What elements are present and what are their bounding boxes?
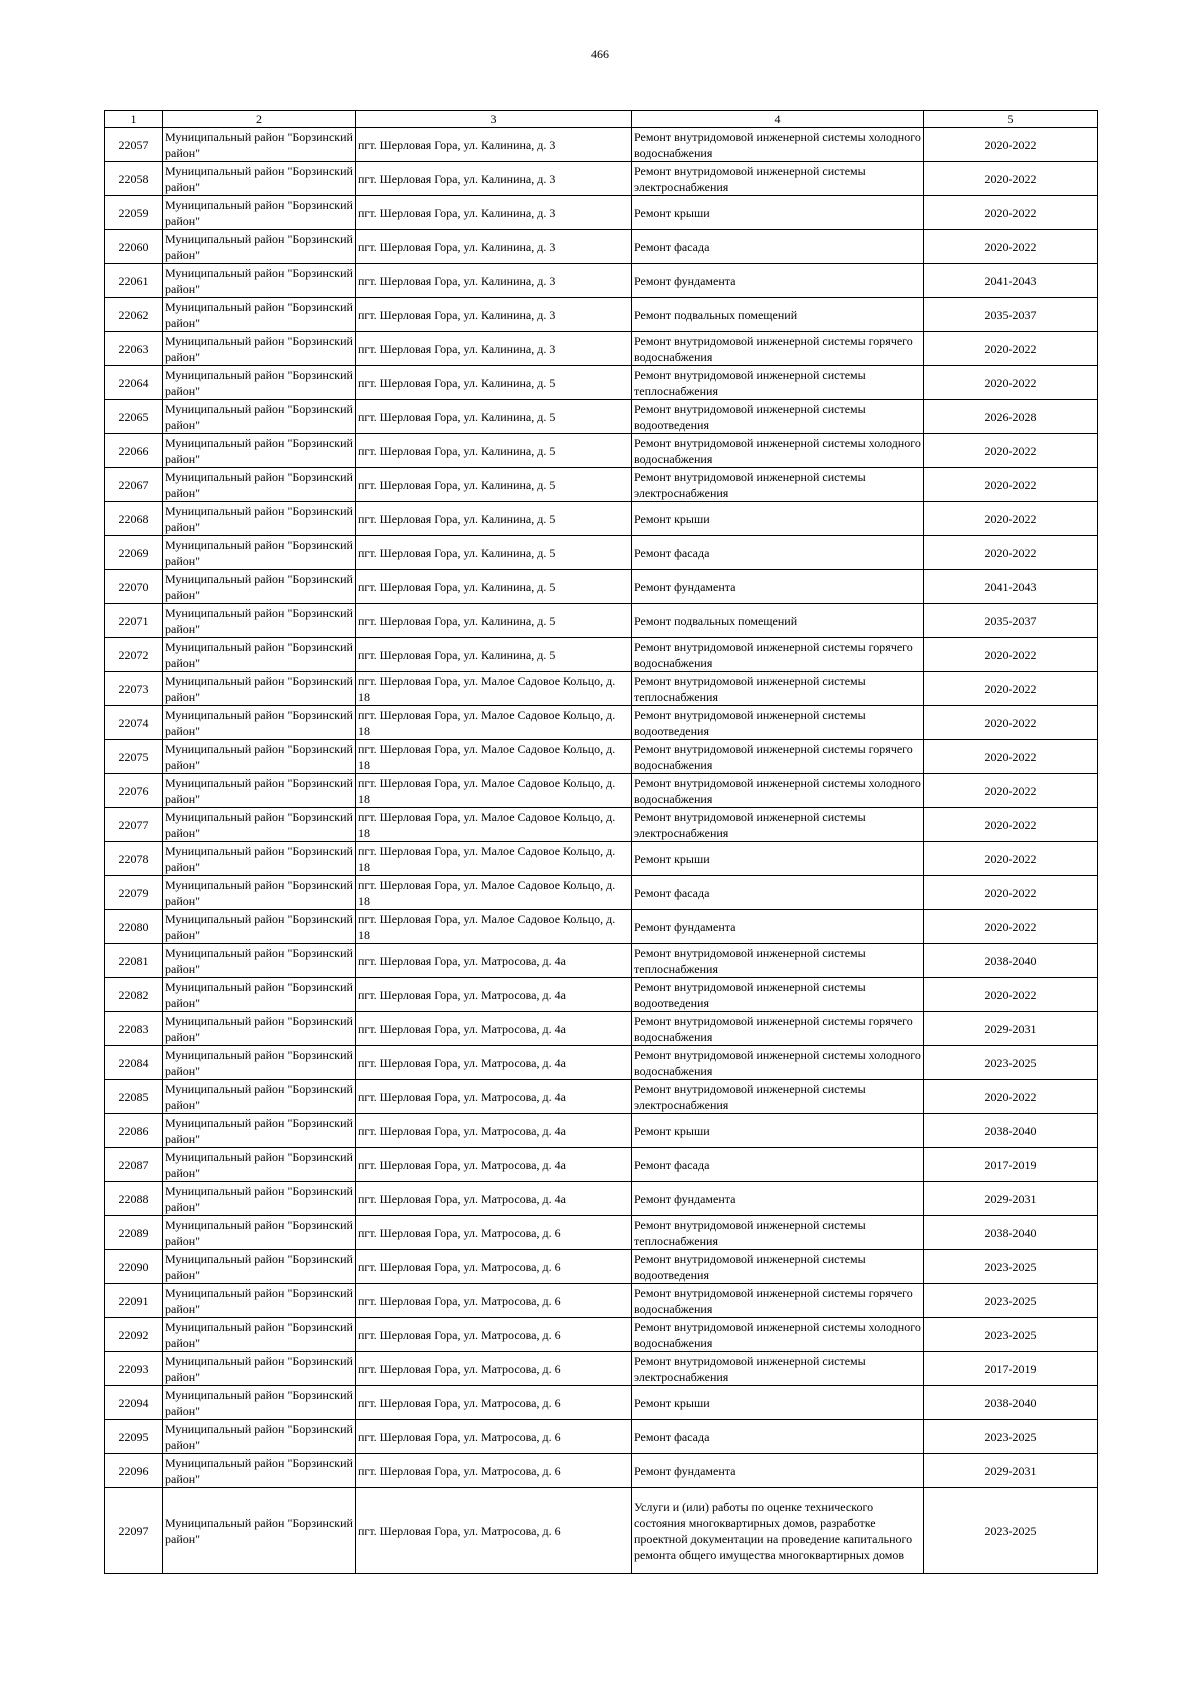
period-cell: 2038-2040 [924, 1216, 1098, 1250]
period-cell: 2038-2040 [924, 1114, 1098, 1148]
address-cell: пгт. Шерловая Гора, ул. Малое Садовое Кольцо, д. 18 [356, 706, 632, 740]
work-type-cell: Ремонт внутридомовой инженерной системы теплоснабжения [632, 672, 924, 706]
address-cell: пгт. Шерловая Гора, ул. Калинина, д. 5 [356, 468, 632, 502]
table-row [105, 944, 1098, 978]
row-number-cell: 22080 [105, 910, 163, 944]
municipality-cell: Муниципальный район "Борзинский район" [163, 1080, 356, 1114]
work-type-cell: Ремонт фасада [632, 876, 924, 910]
work-type-cell: Ремонт фасада [632, 230, 924, 264]
address-cell: пгт. Шерловая Гора, ул. Калинина, д. 5 [356, 536, 632, 570]
period-cell: 2020-2022 [924, 332, 1098, 366]
work-type-cell: Ремонт внутридомовой инженерной системы горячего водоснабжения [632, 740, 924, 774]
municipality-cell: Муниципальный район "Борзинский район" [163, 1114, 356, 1148]
period-cell: 2020-2022 [924, 774, 1098, 808]
address-cell: пгт. Шерловая Гора, ул. Калинина, д. 5 [356, 604, 632, 638]
municipality-cell: Муниципальный район "Борзинский район" [163, 1250, 356, 1284]
period-cell: 2041-2043 [924, 264, 1098, 298]
period-cell: 2023-2025 [924, 1318, 1098, 1352]
row-number-cell: 22094 [105, 1386, 163, 1420]
municipality-cell: Муниципальный район "Борзинский район" [163, 502, 356, 536]
work-type-cell: Ремонт внутридомовой инженерной системы холодного водоснабжения [632, 434, 924, 468]
address-cell: пгт. Шерловая Гора, ул. Малое Садовое Кольцо, д. 18 [356, 876, 632, 910]
municipality-cell: Муниципальный район "Борзинский район" [163, 978, 356, 1012]
address-cell: пгт. Шерловая Гора, ул. Калинина, д. 5 [356, 434, 632, 468]
period-cell: 2029-2031 [924, 1182, 1098, 1216]
table-row [105, 1182, 1098, 1216]
municipality-cell: Муниципальный район "Борзинский район" [163, 162, 356, 196]
page-number: 466 [591, 47, 609, 61]
table-row [105, 910, 1098, 944]
row-number-cell: 22090 [105, 1250, 163, 1284]
row-number-cell: 22086 [105, 1114, 163, 1148]
table-row [105, 468, 1098, 502]
municipality-cell: Муниципальный район "Борзинский район" [163, 400, 356, 434]
row-number-cell: 22057 [105, 128, 163, 162]
work-type-cell: Ремонт крыши [632, 502, 924, 536]
municipality-cell: Муниципальный район "Борзинский район" [163, 1386, 356, 1420]
work-type-cell: Ремонт внутридомовой инженерной системы водоотведения [632, 706, 924, 740]
municipality-cell: Муниципальный район "Борзинский район" [163, 706, 356, 740]
work-type-cell: Ремонт фундамента [632, 1454, 924, 1488]
row-number-cell: 22078 [105, 842, 163, 876]
work-type-cell: Ремонт фундамента [632, 264, 924, 298]
work-type-cell: Ремонт внутридомовой инженерной системы горячего водоснабжения [632, 638, 924, 672]
address-cell: пгт. Шерловая Гора, ул. Калинина, д. 3 [356, 332, 632, 366]
address-cell: пгт. Шерловая Гора, ул. Матросова, д. 6 [356, 1284, 632, 1318]
row-number-cell: 22073 [105, 672, 163, 706]
municipality-cell: Муниципальный район "Борзинский район" [163, 1352, 356, 1386]
row-number-cell: 22063 [105, 332, 163, 366]
table-row [105, 1148, 1098, 1182]
period-cell: 2020-2022 [924, 128, 1098, 162]
row-number-cell: 22093 [105, 1352, 163, 1386]
address-cell: пгт. Шерловая Гора, ул. Калинина, д. 3 [356, 196, 632, 230]
table-row [105, 774, 1098, 808]
table-row [105, 230, 1098, 264]
period-cell: 2023-2025 [924, 1250, 1098, 1284]
row-number-cell: 22076 [105, 774, 163, 808]
table-row [105, 1250, 1098, 1284]
work-type-cell: Ремонт внутридомовой инженерной системы водоотведения [632, 400, 924, 434]
municipality-cell: Муниципальный район "Борзинский район" [163, 808, 356, 842]
period-cell: 2029-2031 [924, 1012, 1098, 1046]
row-number-cell: 22074 [105, 706, 163, 740]
row-number-cell: 22077 [105, 808, 163, 842]
address-cell: пгт. Шерловая Гора, ул. Малое Садовое Кольцо, д. 18 [356, 910, 632, 944]
column-header-1: 1 [105, 111, 163, 128]
period-cell: 2020-2022 [924, 740, 1098, 774]
address-cell: пгт. Шерловая Гора, ул. Малое Садовое Кольцо, д. 18 [356, 672, 632, 706]
address-cell: пгт. Шерловая Гора, ул. Калинина, д. 3 [356, 298, 632, 332]
municipality-cell: Муниципальный район "Борзинский район" [163, 332, 356, 366]
period-cell: 2020-2022 [924, 536, 1098, 570]
municipality-cell: Муниципальный район "Борзинский район" [163, 1284, 356, 1318]
table-row [105, 672, 1098, 706]
address-cell: пгт. Шерловая Гора, ул. Матросова, д. 4а [356, 1114, 632, 1148]
work-type-cell: Ремонт крыши [632, 1114, 924, 1148]
table-row [105, 808, 1098, 842]
period-cell: 2035-2037 [924, 298, 1098, 332]
row-number-cell: 22081 [105, 944, 163, 978]
municipality-cell: Муниципальный район "Борзинский район" [163, 1488, 356, 1574]
work-type-cell: Ремонт подвальных помещений [632, 298, 924, 332]
row-number-cell: 22070 [105, 570, 163, 604]
period-cell: 2020-2022 [924, 672, 1098, 706]
table-row [105, 1318, 1098, 1352]
capital-repair-table [104, 110, 1098, 1574]
address-cell: пгт. Шерловая Гора, ул. Матросова, д. 6 [356, 1420, 632, 1454]
municipality-cell: Муниципальный район "Борзинский район" [163, 944, 356, 978]
address-cell: пгт. Шерловая Гора, ул. Калинина, д. 3 [356, 230, 632, 264]
address-cell: пгт. Шерловая Гора, ул. Калинина, д. 5 [356, 366, 632, 400]
municipality-cell: Муниципальный район "Борзинский район" [163, 536, 356, 570]
work-type-cell: Ремонт крыши [632, 196, 924, 230]
row-number-cell: 22068 [105, 502, 163, 536]
address-cell: пгт. Шерловая Гора, ул. Малое Садовое Кольцо, д. 18 [356, 842, 632, 876]
work-type-cell: Ремонт фасада [632, 1420, 924, 1454]
address-cell: пгт. Шерловая Гора, ул. Матросова, д. 4а [356, 978, 632, 1012]
table-row [105, 876, 1098, 910]
table-body [105, 128, 1098, 1574]
work-type-cell: Ремонт фундамента [632, 1182, 924, 1216]
work-type-cell: Ремонт внутридомовой инженерной системы холодного водоснабжения [632, 128, 924, 162]
table-row [105, 400, 1098, 434]
address-cell: пгт. Шерловая Гора, ул. Калинина, д. 5 [356, 400, 632, 434]
address-cell: пгт. Шерловая Гора, ул. Калинина, д. 5 [356, 570, 632, 604]
row-number-cell: 22064 [105, 366, 163, 400]
table-row [105, 842, 1098, 876]
period-cell: 2017-2019 [924, 1352, 1098, 1386]
work-type-cell: Ремонт внутридомовой инженерной системы горячего водоснабжения [632, 1012, 924, 1046]
row-number-cell: 22061 [105, 264, 163, 298]
work-type-cell: Ремонт внутридомовой инженерной системы водоотведения [632, 1250, 924, 1284]
row-number-cell: 22067 [105, 468, 163, 502]
municipality-cell: Муниципальный район "Борзинский район" [163, 434, 356, 468]
table-row [105, 434, 1098, 468]
period-cell: 2020-2022 [924, 366, 1098, 400]
period-cell: 2020-2022 [924, 808, 1098, 842]
period-cell: 2035-2037 [924, 604, 1098, 638]
address-cell: пгт. Шерловая Гора, ул. Матросова, д. 4а [356, 1148, 632, 1182]
period-cell: 2020-2022 [924, 1080, 1098, 1114]
period-cell: 2020-2022 [924, 638, 1098, 672]
address-cell: пгт. Шерловая Гора, ул. Калинина, д. 3 [356, 162, 632, 196]
row-number-cell: 22085 [105, 1080, 163, 1114]
address-cell: пгт. Шерловая Гора, ул. Матросова, д. 4а [356, 1080, 632, 1114]
row-number-cell: 22087 [105, 1148, 163, 1182]
period-cell: 2020-2022 [924, 434, 1098, 468]
work-type-cell: Ремонт фундамента [632, 910, 924, 944]
work-type-cell: Ремонт внутридомовой инженерной системы холодного водоснабжения [632, 1318, 924, 1352]
period-cell: 2020-2022 [924, 502, 1098, 536]
municipality-cell: Муниципальный район "Борзинский район" [163, 672, 356, 706]
row-number-cell: 22066 [105, 434, 163, 468]
work-type-cell: Ремонт подвальных помещений [632, 604, 924, 638]
period-cell: 2020-2022 [924, 910, 1098, 944]
work-type-cell: Услуги и (или) работы по оценке технического состояния многоквартирных домов, разработке проектной документации на проведение капитального ремонта общего имущества многоквартирных домов [632, 1488, 924, 1574]
period-cell: 2020-2022 [924, 842, 1098, 876]
table-row [105, 1352, 1098, 1386]
row-number-cell: 22092 [105, 1318, 163, 1352]
work-type-cell: Ремонт фундамента [632, 570, 924, 604]
period-cell: 2029-2031 [924, 1454, 1098, 1488]
row-number-cell: 22096 [105, 1454, 163, 1488]
period-cell: 2020-2022 [924, 876, 1098, 910]
address-cell: пгт. Шерловая Гора, ул. Калинина, д. 5 [356, 502, 632, 536]
period-cell: 2023-2025 [924, 1488, 1098, 1574]
table-row [105, 1046, 1098, 1080]
period-cell: 2020-2022 [924, 468, 1098, 502]
work-type-cell: Ремонт крыши [632, 842, 924, 876]
address-cell: пгт. Шерловая Гора, ул. Матросова, д. 6 [356, 1488, 632, 1574]
municipality-cell: Муниципальный район "Борзинский район" [163, 774, 356, 808]
row-number-cell: 22058 [105, 162, 163, 196]
municipality-cell: Муниципальный район "Борзинский район" [163, 638, 356, 672]
row-number-cell: 22079 [105, 876, 163, 910]
period-cell: 2026-2028 [924, 400, 1098, 434]
municipality-cell: Муниципальный район "Борзинский район" [163, 1420, 356, 1454]
municipality-cell: Муниципальный район "Борзинский район" [163, 230, 356, 264]
period-cell: 2017-2019 [924, 1148, 1098, 1182]
table-row [105, 128, 1098, 162]
table-row [105, 638, 1098, 672]
address-cell: пгт. Шерловая Гора, ул. Матросова, д. 6 [356, 1250, 632, 1284]
table-row [105, 1386, 1098, 1420]
row-number-cell: 22075 [105, 740, 163, 774]
municipality-cell: Муниципальный район "Борзинский район" [163, 1046, 356, 1080]
work-type-cell: Ремонт внутридомовой инженерной системы водоотведения [632, 978, 924, 1012]
work-type-cell: Ремонт внутридомовой инженерной системы теплоснабжения [632, 1216, 924, 1250]
address-cell: пгт. Шерловая Гора, ул. Калинина, д. 3 [356, 264, 632, 298]
address-cell: пгт. Шерловая Гора, ул. Матросова, д. 6 [356, 1386, 632, 1420]
table-row [105, 706, 1098, 740]
address-cell: пгт. Шерловая Гора, ул. Малое Садовое Кольцо, д. 18 [356, 808, 632, 842]
municipality-cell: Муниципальный район "Борзинский район" [163, 1012, 356, 1046]
period-cell: 2023-2025 [924, 1046, 1098, 1080]
table-row [105, 1216, 1098, 1250]
work-type-cell: Ремонт внутридомовой инженерной системы электроснабжения [632, 468, 924, 502]
work-type-cell: Ремонт внутридомовой инженерной системы холодного водоснабжения [632, 1046, 924, 1080]
row-number-cell: 22084 [105, 1046, 163, 1080]
address-cell: пгт. Шерловая Гора, ул. Матросова, д. 6 [356, 1352, 632, 1386]
municipality-cell: Муниципальный район "Борзинский район" [163, 1182, 356, 1216]
period-cell: 2020-2022 [924, 196, 1098, 230]
row-number-cell: 22071 [105, 604, 163, 638]
work-type-cell: Ремонт внутридомовой инженерной системы теплоснабжения [632, 366, 924, 400]
table-row [105, 740, 1098, 774]
period-cell: 2038-2040 [924, 1386, 1098, 1420]
row-number-cell: 22089 [105, 1216, 163, 1250]
table-row [105, 366, 1098, 400]
table-row [105, 1012, 1098, 1046]
row-number-cell: 22082 [105, 978, 163, 1012]
municipality-cell: Муниципальный район "Борзинский район" [163, 264, 356, 298]
row-number-cell: 22088 [105, 1182, 163, 1216]
table-row [105, 978, 1098, 1012]
table-row [105, 196, 1098, 230]
municipality-cell: Муниципальный район "Борзинский район" [163, 1318, 356, 1352]
row-number-cell: 22083 [105, 1012, 163, 1046]
table-row [105, 1080, 1098, 1114]
municipality-cell: Муниципальный район "Борзинский район" [163, 366, 356, 400]
municipality-cell: Муниципальный район "Борзинский район" [163, 1216, 356, 1250]
municipality-cell: Муниципальный район "Борзинский район" [163, 1148, 356, 1182]
work-type-cell: Ремонт внутридомовой инженерной системы холодного водоснабжения [632, 774, 924, 808]
work-type-cell: Ремонт внутридомовой инженерной системы электроснабжения [632, 1352, 924, 1386]
address-cell: пгт. Шерловая Гора, ул. Матросова, д. 4а [356, 944, 632, 978]
row-number-cell: 22062 [105, 298, 163, 332]
address-cell: пгт. Шерловая Гора, ул. Матросова, д. 4а [356, 1012, 632, 1046]
column-header-5: 5 [924, 111, 1098, 128]
column-header-4: 4 [632, 111, 924, 128]
period-cell: 2038-2040 [924, 944, 1098, 978]
table-row [105, 502, 1098, 536]
address-cell: пгт. Шерловая Гора, ул. Матросова, д. 6 [356, 1216, 632, 1250]
municipality-cell: Муниципальный район "Борзинский район" [163, 196, 356, 230]
row-number-cell: 22069 [105, 536, 163, 570]
work-type-cell: Ремонт фасада [632, 1148, 924, 1182]
municipality-cell: Муниципальный район "Борзинский район" [163, 604, 356, 638]
table-row [105, 1420, 1098, 1454]
table-row [105, 1284, 1098, 1318]
municipality-cell: Муниципальный район "Борзинский район" [163, 740, 356, 774]
period-cell: 2020-2022 [924, 978, 1098, 1012]
work-type-cell: Ремонт внутридомовой инженерной системы электроснабжения [632, 808, 924, 842]
address-cell: пгт. Шерловая Гора, ул. Калинина, д. 5 [356, 638, 632, 672]
row-number-cell: 22072 [105, 638, 163, 672]
period-cell: 2041-2043 [924, 570, 1098, 604]
table-row [105, 1488, 1098, 1574]
municipality-cell: Муниципальный район "Борзинский район" [163, 910, 356, 944]
municipality-cell: Муниципальный район "Борзинский район" [163, 468, 356, 502]
column-header-3: 3 [356, 111, 632, 128]
municipality-cell: Муниципальный район "Борзинский район" [163, 298, 356, 332]
period-cell: 2020-2022 [924, 162, 1098, 196]
work-type-cell: Ремонт внутридомовой инженерной системы горячего водоснабжения [632, 1284, 924, 1318]
row-number-cell: 22060 [105, 230, 163, 264]
work-type-cell: Ремонт внутридомовой инженерной системы электроснабжения [632, 1080, 924, 1114]
table-row [105, 162, 1098, 196]
address-cell: пгт. Шерловая Гора, ул. Матросова, д. 6 [356, 1454, 632, 1488]
work-type-cell: Ремонт крыши [632, 1386, 924, 1420]
work-type-cell: Ремонт внутридомовой инженерной системы электроснабжения [632, 162, 924, 196]
table-row [105, 536, 1098, 570]
row-number-cell: 22095 [105, 1420, 163, 1454]
work-type-cell: Ремонт внутридомовой инженерной системы теплоснабжения [632, 944, 924, 978]
table-row [105, 604, 1098, 638]
column-header-2: 2 [163, 111, 356, 128]
municipality-cell: Муниципальный район "Борзинский район" [163, 876, 356, 910]
period-cell: 2023-2025 [924, 1420, 1098, 1454]
column-number-row [105, 111, 1098, 128]
table-row [105, 570, 1098, 604]
municipality-cell: Муниципальный район "Борзинский район" [163, 570, 356, 604]
table-row [105, 298, 1098, 332]
address-cell: пгт. Шерловая Гора, ул. Малое Садовое Кольцо, д. 18 [356, 740, 632, 774]
row-number-cell: 22059 [105, 196, 163, 230]
table-row [105, 332, 1098, 366]
municipality-cell: Муниципальный район "Борзинский район" [163, 1454, 356, 1488]
municipality-cell: Муниципальный район "Борзинский район" [163, 842, 356, 876]
period-cell: 2020-2022 [924, 230, 1098, 264]
address-cell: пгт. Шерловая Гора, ул. Матросова, д. 6 [356, 1318, 632, 1352]
table-row [105, 1454, 1098, 1488]
period-cell: 2023-2025 [924, 1284, 1098, 1318]
row-number-cell: 22091 [105, 1284, 163, 1318]
table-row [105, 1114, 1098, 1148]
table-row [105, 264, 1098, 298]
work-type-cell: Ремонт фасада [632, 536, 924, 570]
address-cell: пгт. Шерловая Гора, ул. Малое Садовое Кольцо, д. 18 [356, 774, 632, 808]
work-type-cell: Ремонт внутридомовой инженерной системы горячего водоснабжения [632, 332, 924, 366]
address-cell: пгт. Шерловая Гора, ул. Матросова, д. 4а [356, 1182, 632, 1216]
row-number-cell: 22097 [105, 1488, 163, 1574]
address-cell: пгт. Шерловая Гора, ул. Калинина, д. 3 [356, 128, 632, 162]
address-cell: пгт. Шерловая Гора, ул. Матросова, д. 4а [356, 1046, 632, 1080]
municipality-cell: Муниципальный район "Борзинский район" [163, 128, 356, 162]
period-cell: 2020-2022 [924, 706, 1098, 740]
row-number-cell: 22065 [105, 400, 163, 434]
